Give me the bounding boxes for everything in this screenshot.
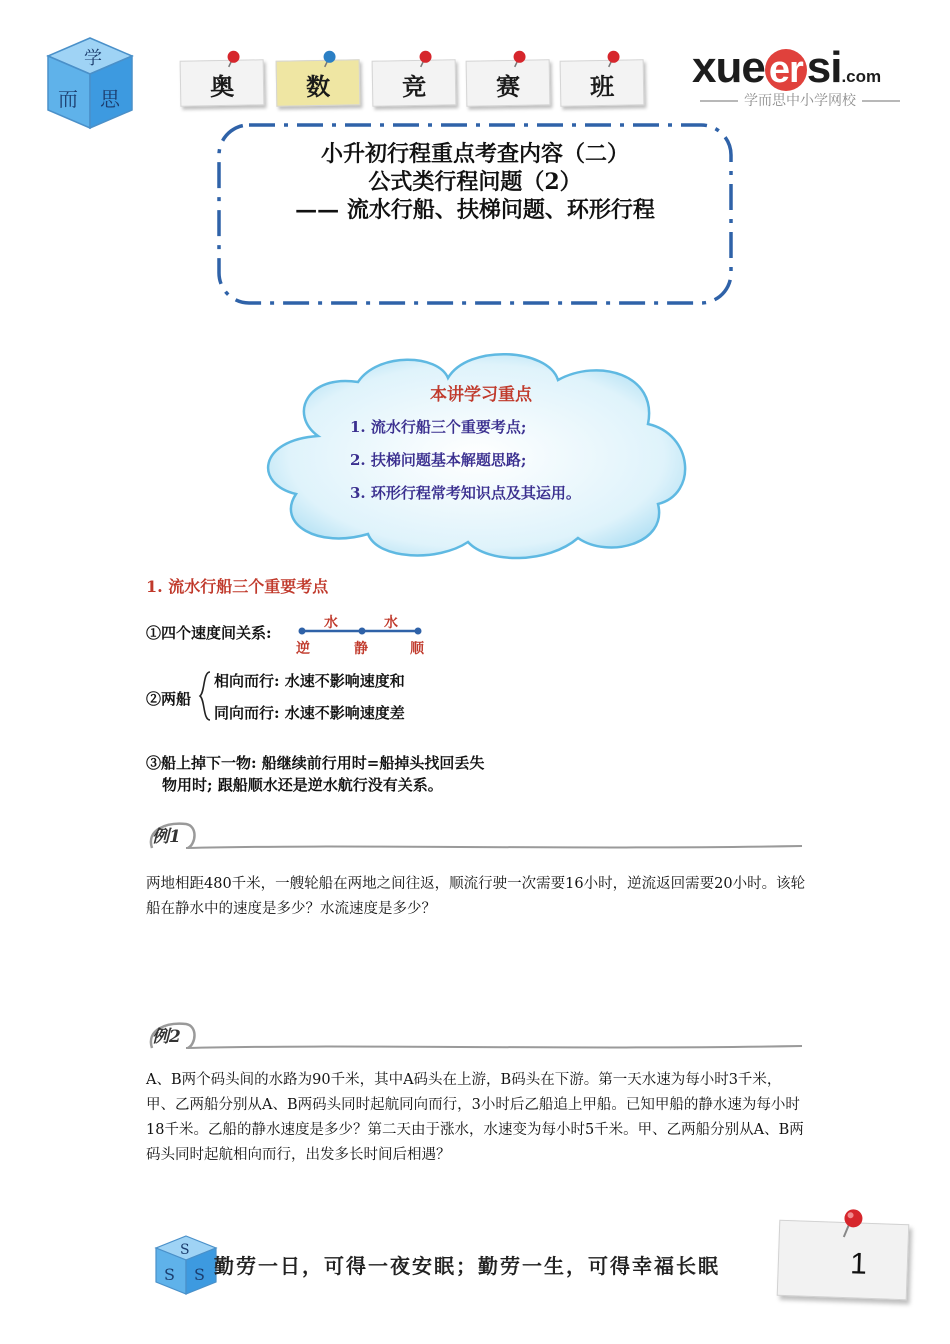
example-label: 例2 (152, 1027, 181, 1047)
lesson-title (216, 140, 734, 224)
tab-label: 奥 (209, 71, 235, 102)
sss-cube-logo (154, 1234, 218, 1296)
pushpin-icon (838, 1207, 869, 1242)
sss-char-top: S (180, 1242, 190, 1258)
pushpin-icon (224, 50, 240, 68)
example-1-text: 两地相距480千米，一艘轮船在两地之间往返，顺流行驶一次需要16小时，逆流返回需要20小时。该轮船在静水中的速度是多少？水流速度是多少？ (146, 876, 806, 917)
sss-char-right: S (194, 1265, 205, 1284)
diagram-upstream: 逆 (296, 641, 310, 657)
example-2-text: A、B两个码头间的水路为90千米，其中A码头在上游，B码头在下游。第一天水速为每小时3千米，甲、乙两船分别从A、B两码头同时起航同向而行，3小时后乙船追上甲船。已知甲船的静水速为每小时18千米。乙船的静水速度是多少？第二天由于涨水，水速变为每小时5千米。甲、乙两船分别从A、B两码头同时起航相向而行，出发多长时间后相遇？ (146, 1072, 804, 1163)
example-label: 例1 (152, 827, 181, 847)
pin-head (227, 51, 239, 63)
brace-icon (198, 670, 212, 722)
course-tab-4 (466, 59, 551, 106)
focus-item-3: 3. 环形行程常考知识点及其运用。 (350, 484, 581, 502)
example-banner (146, 1020, 806, 1052)
pin-head (607, 51, 619, 63)
diagram-downstream: 顺 (410, 641, 424, 657)
focus-title: 本讲学习重点 (430, 385, 532, 405)
section-1-title: 1. 流水行船三个重要考点 (146, 577, 329, 596)
sss-char-left: S (164, 1265, 175, 1284)
brand-subtitle: 学而思中小学网校 (680, 90, 920, 110)
pin-head (513, 51, 525, 63)
title-line-1: 小升初行程重点考查内容（二） (320, 141, 629, 167)
point-3-line-2: 物用时; 跟船顺水还是逆水航行没有关系。 (162, 776, 443, 794)
example-2-header (146, 1020, 806, 1050)
diagram-water-1: 水 (324, 615, 338, 631)
course-tab-1 (180, 59, 265, 106)
pin-head (323, 51, 335, 63)
point-2-label: ②两船 (146, 690, 192, 708)
page-number: 1 (849, 1247, 868, 1281)
logo-char-top: 学 (84, 48, 102, 69)
tab-label: 数 (305, 71, 331, 102)
pushpin-icon (416, 50, 432, 68)
footer-motto: 勤劳一日，可得一夜安眠；勤劳一生，可得幸福长眠 (214, 1254, 720, 1278)
focus-item-1: 1. 流水行船三个重要考点; (350, 418, 527, 436)
pushpin-icon (604, 50, 620, 68)
xueersi-brand-logo: xue ersi.com (692, 43, 882, 92)
example-1-header (146, 820, 806, 850)
pushpin-icon (320, 50, 336, 68)
course-tab-2 (276, 59, 361, 106)
course-tab-5 (560, 59, 645, 106)
logo-char-right: 思 (100, 87, 120, 111)
point-2b: 同向而行: 水速不影响速度差 (214, 704, 405, 722)
title-line-3: —— 流水行船、扶梯问题、环形行程 (295, 197, 655, 223)
diagram-still: 静 (354, 641, 368, 657)
page-number-note (777, 1220, 910, 1300)
tab-label: 赛 (495, 71, 521, 102)
tab-label: 班 (589, 71, 615, 102)
course-tab-3 (372, 59, 457, 106)
point-2a: 相向而行: 水速不影响速度和 (214, 672, 405, 690)
pin-head (419, 51, 431, 63)
pushpin-icon (510, 50, 526, 68)
title-line-2: 公式类行程问题（2） (368, 169, 582, 195)
example-banner (146, 820, 806, 852)
xueersi-cube-logo (44, 34, 136, 132)
point-1-label: ①四个速度间关系: (146, 624, 272, 642)
logo-char-left: 而 (58, 87, 78, 111)
tab-label: 竞 (401, 71, 427, 102)
focus-item-2: 2. 扶梯问题基本解题思路; (350, 451, 527, 469)
diagram-water-2: 水 (384, 615, 398, 631)
point-3-line-1: ③船上掉下一物: 船继续前行用时=船掉头找回丢失 (146, 754, 485, 772)
